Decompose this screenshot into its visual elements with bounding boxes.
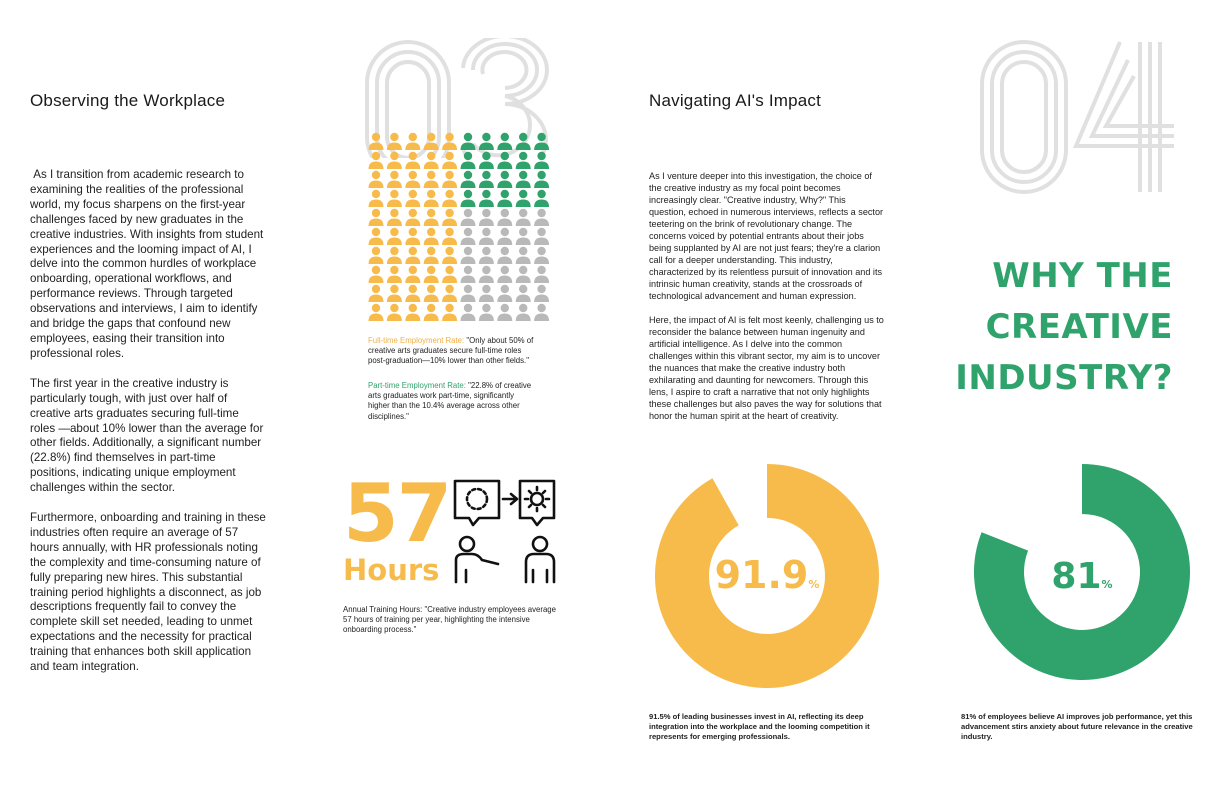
person-icon — [516, 209, 531, 226]
person-icon — [405, 171, 420, 188]
person-icon — [424, 152, 439, 169]
person-icon — [369, 209, 384, 226]
person-icon — [461, 285, 476, 302]
person-icon — [369, 152, 384, 169]
person-icon — [369, 171, 384, 188]
person-icon — [442, 190, 457, 207]
person-icon — [369, 190, 384, 207]
person-icon — [516, 133, 531, 150]
people-icon-grid — [367, 131, 551, 321]
headline-line-1: WHY THE — [992, 256, 1173, 296]
training-hours-number: 57 — [343, 467, 451, 560]
person-icon — [387, 304, 402, 321]
middle-section-title: Navigating AI's Impact — [649, 91, 822, 110]
person-icon — [442, 171, 457, 188]
fulltime-label: Full-time Employment Rate: — [368, 336, 465, 345]
person-icon — [497, 247, 512, 264]
person-icon — [516, 171, 531, 188]
training-icon — [452, 478, 558, 584]
person-icon — [369, 304, 384, 321]
person-icon — [405, 133, 420, 150]
person-icon — [497, 304, 512, 321]
ai-performance-value-number: 81 — [1051, 556, 1102, 597]
person-icon — [479, 152, 494, 169]
parttime-text: "22.8% of creative arts graduates work part-time, significantly higher than the 10.4% average across other disciplines." — [368, 381, 532, 421]
person-icon — [387, 285, 402, 302]
person-icon — [461, 228, 476, 245]
person-icon — [516, 152, 531, 169]
person-icon — [369, 228, 384, 245]
parttime-label: Part-time Employment Rate: — [368, 381, 466, 390]
person-icon — [405, 266, 420, 283]
person-icon — [534, 285, 549, 302]
person-icon — [497, 171, 512, 188]
person-icon — [497, 152, 512, 169]
person-icon — [424, 247, 439, 264]
person-icon — [424, 209, 439, 226]
ai-performance-caption: 81% of employees believe AI improves job performance, yet this advancement stirs anxiety about future relevance in the creative industry. — [961, 712, 1193, 742]
person-icon — [387, 133, 402, 150]
person-icon — [405, 285, 420, 302]
person-icon — [479, 228, 494, 245]
ai-investment-value — [653, 553, 881, 597]
person-icon — [387, 152, 402, 169]
person-icon — [534, 171, 549, 188]
person-icon — [442, 266, 457, 283]
person-icon — [534, 266, 549, 283]
middle-body — [649, 170, 887, 422]
person-icon — [461, 190, 476, 207]
section-number-04 — [978, 36, 1183, 196]
person-icon — [461, 247, 476, 264]
middle-paragraph-1: As I venture deeper into this investigation, the choice of the creative industry as my focal point becomes increasingly clear. "Creative industry, Why?" This question, echoed in numerous interviews, reflects a sector teetering on the brink of revolutionary change. The concerns voiced by potential entrants about their jobs being supplanted by AI are not just fears; they're a clarion call for a deeper understanding. This industry, characterized by its relentless pursuit of innovation and its intrinsic human creativity, stands at the crossroads of technological advancement and human expression. — [649, 171, 886, 301]
person-icon — [497, 228, 512, 245]
person-icon — [461, 133, 476, 150]
ai-investment-value-number: 91.9 — [714, 553, 809, 597]
person-icon — [479, 190, 494, 207]
person-icon — [405, 304, 420, 321]
ai-investment-value-unit: % — [808, 578, 820, 591]
person-icon — [387, 209, 402, 226]
person-icon — [534, 228, 549, 245]
ai-performance-value — [972, 556, 1192, 597]
person-icon — [479, 304, 494, 321]
person-icon — [461, 171, 476, 188]
left-section-title: Observing the Workplace — [30, 91, 226, 110]
person-icon — [442, 228, 457, 245]
person-icon — [387, 247, 402, 264]
person-icon — [424, 190, 439, 207]
person-icon — [534, 133, 549, 150]
person-icon — [516, 266, 531, 283]
person-icon — [497, 190, 512, 207]
person-icon — [534, 152, 549, 169]
person-icon — [369, 266, 384, 283]
person-icon — [442, 247, 457, 264]
training-hours-word: Hours — [343, 553, 440, 587]
person-icon — [405, 190, 420, 207]
person-icon — [497, 133, 512, 150]
person-icon — [387, 266, 402, 283]
person-icon — [516, 304, 531, 321]
parttime-stat — [368, 381, 534, 422]
person-icon — [387, 171, 402, 188]
ai-investment-caption: 91.5% of leading businesses invest in AI, reflecting its deep integration into the workplace and the looming competition it represents for emerging professionals. — [649, 712, 870, 742]
person-icon — [405, 209, 420, 226]
person-icon — [442, 133, 457, 150]
person-icon — [424, 228, 439, 245]
fulltime-stat — [368, 336, 534, 367]
person-icon — [442, 304, 457, 321]
person-icon — [497, 285, 512, 302]
person-icon — [516, 190, 531, 207]
person-icon — [461, 209, 476, 226]
person-icon — [424, 285, 439, 302]
ai-performance-value-unit: % — [1101, 578, 1113, 591]
person-icon — [534, 247, 549, 264]
person-icon — [516, 285, 531, 302]
person-icon — [405, 152, 420, 169]
person-icon — [387, 228, 402, 245]
person-icon — [369, 133, 384, 150]
fulltime-text: "Only about 50% of creative arts graduates secure full-time roles post-graduation—10% lower than other fields." — [368, 336, 534, 366]
person-icon — [479, 133, 494, 150]
person-icon — [424, 304, 439, 321]
middle-paragraph-2: Here, the impact of AI is felt most keenly, challenging us to reconsider the balance between human ingenuity and artificial intelligence. As I delve into the common challenges within this vibrant sector, my aim is to uncover the nuances that make the creative industry both exhilarating and daunting for newcomers. Through this lens, I aspire to craft a narrative that not only highlights these challenges but also paves the way for solutions that honor the human spirit at the heart of creativity. — [649, 315, 887, 421]
person-icon — [442, 209, 457, 226]
person-icon — [461, 152, 476, 169]
person-icon — [442, 285, 457, 302]
person-icon — [442, 152, 457, 169]
person-icon — [479, 247, 494, 264]
person-icon — [479, 209, 494, 226]
person-icon — [405, 247, 420, 264]
person-icon — [461, 304, 476, 321]
left-paragraph-3: Furthermore, onboarding and training in these industries often require an average of 57 hours annually, with HR professionals noting the complexity and time-consuming nature of fully preparing new hires. This substantial training period highlights a disconnect, as job descriptions frequently fail to convey the complete skill set needed, leading to unmet expectations and the necessity for practical training that enhances both skill application and team integration. — [30, 511, 270, 674]
person-icon — [424, 266, 439, 283]
person-icon — [497, 266, 512, 283]
person-icon — [479, 171, 494, 188]
person-icon — [516, 228, 531, 245]
person-icon — [497, 209, 512, 226]
person-icon — [387, 190, 402, 207]
person-icon — [479, 266, 494, 283]
why-creative-headline — [930, 251, 1173, 404]
person-icon — [424, 133, 439, 150]
person-icon — [405, 228, 420, 245]
left-body — [30, 168, 270, 690]
person-icon — [534, 304, 549, 321]
training-hours-caption: Annual Training Hours: "Creative industry employees average 57 hours of training per year, highlighting the intensive onboarding process." — [343, 605, 556, 635]
person-icon — [369, 285, 384, 302]
person-icon — [534, 209, 549, 226]
person-icon — [369, 247, 384, 264]
person-icon — [534, 190, 549, 207]
left-paragraph-2: The first year in the creative industry is particularly tough, with just over half of creative arts graduates securing full-time roles —about 10% lower than the average for other fields. Additionally, a significant number (22.8%) find themselves in part-time positions, indicating unique employment challenges within the sector. — [30, 376, 267, 495]
headline-line-3: INDUSTRY? — [955, 358, 1173, 398]
person-icon — [479, 285, 494, 302]
person-icon — [461, 266, 476, 283]
person-icon — [516, 247, 531, 264]
left-paragraph-1: As I transition from academic research to examining the realities of the professional world, my focus sharpens on the first-year challenges faced by new graduates in the creative industries. With insights from student experiences and the looming impact of AI, I delve into the common hurdles of workplace onboarding, operational workflows, and performance reviews. Through targeted observations and interviews, I aim to identify and bridge the gaps that confound new employees, easing their transition into professional roles. — [30, 168, 267, 360]
person-icon — [424, 171, 439, 188]
headline-line-2: CREATIVE — [985, 307, 1173, 347]
